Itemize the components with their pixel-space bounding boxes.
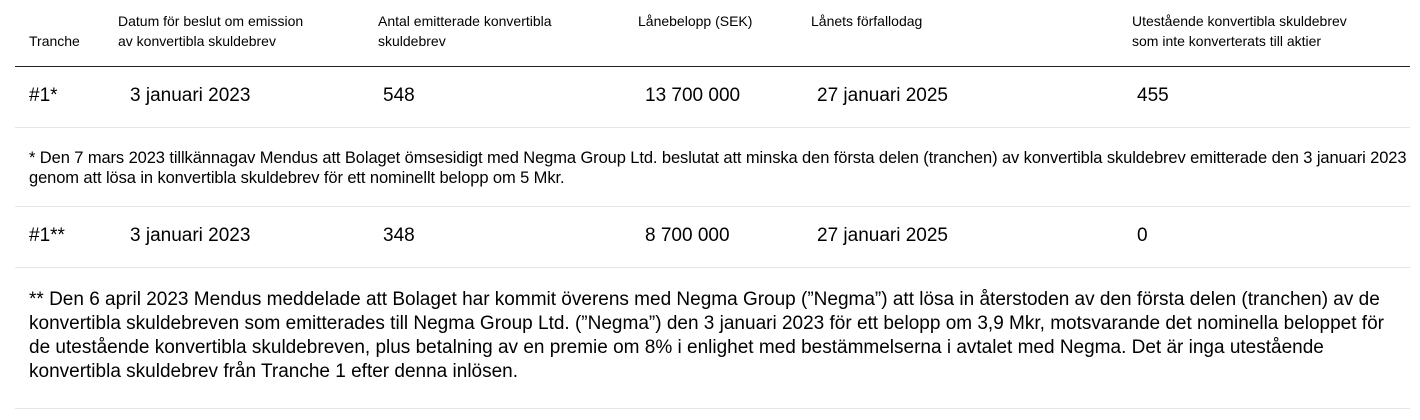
- cell-decision-date: 3 januari 2023: [130, 85, 251, 106]
- cell-issued-count: 348: [383, 225, 415, 246]
- header-due-date: Lånets förfallodag: [811, 13, 923, 29]
- table-header-row: [15, 0, 1410, 67]
- footnote-row: [15, 128, 1410, 207]
- header-decision-date: Datum för beslut om emission av konvertibla skuldebrev: [118, 13, 304, 49]
- footnote-text: ** Den 6 april 2023 Mendus meddelade att Bolaget har kommit överens med Negma Group (”Negma”) att lösa in återstoden av den första delen (tranchen) av de konvertibla skuldebreven som emitterades till Negma Group Ltd. (”Negma”) den 3 januari 2023 för ett belopp om 3,9 Mkr, motsvarande det nominella beloppet för de utestående konvertibla skuldebreven, plus betalning av en premie om 8% i enlighet med bestämmelserna i avtalet med Negma. Det är inga utestående konvertibla skuldebrev från Tranche 1 efter denna inlösen.: [29, 289, 1384, 382]
- header-issued-count: Antal emitterade konvertibla skuldebrev: [378, 13, 552, 49]
- cell-issued-count: 548: [383, 85, 415, 106]
- footnote-text: * Den 7 mars 2023 tillkännagav Mendus att Bolaget ömsesidigt med Negma Group Ltd. beslutat att minska den första delen (tranchen) av konvertibla skuldebrev emitterade den 3 januari 2023 genom att lösa in konvertibla skuldebrev för ett nominellt belopp om 5 Mkr.: [29, 149, 1407, 187]
- cell-loan-amount: 13 700 000: [645, 85, 741, 106]
- table-row: [15, 67, 1410, 128]
- table-row: [15, 207, 1410, 268]
- cell-loan-amount: 8 700 000: [645, 225, 730, 246]
- header-tranche: Tranche: [29, 33, 80, 49]
- convertible-notes-table: [15, 0, 1410, 409]
- header-outstanding: Utestående konvertibla skuldebrev som inte konverterats till aktier: [1132, 13, 1347, 49]
- cell-outstanding: 455: [1137, 85, 1169, 106]
- header-loan-amount: Lånebelopp (SEK): [638, 13, 753, 29]
- cell-outstanding: 0: [1137, 225, 1148, 246]
- footnote-row: [15, 268, 1410, 409]
- cell-due-date: 27 januari 2025: [817, 225, 948, 246]
- cell-decision-date: 3 januari 2023: [130, 225, 251, 246]
- cell-tranche: #1**: [29, 225, 65, 246]
- cell-due-date: 27 januari 2025: [817, 85, 948, 106]
- cell-tranche: #1*: [29, 85, 58, 106]
